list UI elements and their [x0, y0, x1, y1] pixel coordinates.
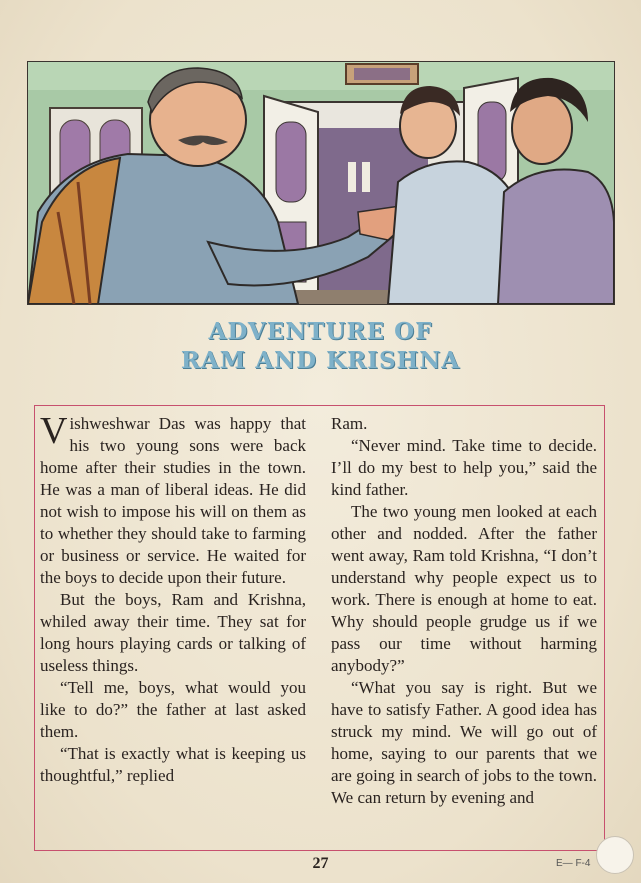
drop-cap: V: [40, 410, 68, 452]
paragraph: Ram.: [331, 414, 368, 433]
paragraph: Vishweshwar Das was happy that his two young sons were back home after their studies in the town. He was a man of liberal ideas. He did not wish to impose his will on them as to whether they should take to farming or business or service. He waited for the boys to decide upon their future.: [40, 410, 306, 587]
paragraph: But the boys, Ram and Krishna, whiled away their time. They sat for long hours playing cards or talking of useless things.: [40, 590, 306, 675]
paragraph: The two young men looked at each other and nodded. After the father went away, Ram told Krishna, “I don’t understand why people expect us to work. There is enough at home to eat. Why should people grudge us if we pass our time without harming anybody?”: [331, 502, 597, 675]
title-line-1: ADVENTURE OF: [208, 318, 433, 345]
page-number: 27: [312, 855, 329, 872]
text-column-left: [40, 410, 306, 787]
title-line-2: RAM AND KRISHNA: [180, 347, 461, 374]
paragraph: “Tell me, boys, what would you like to do?” the father at last asked them.: [40, 678, 306, 741]
story-title: [0, 318, 641, 376]
paragraph: “What you say is right. But we have to satisfy Father. A good idea has struck my mind. We will go out of home, saying to our parents that we are going in search of jobs to the town. We can return by evening and: [331, 678, 597, 807]
story-illustration: [27, 61, 615, 305]
paragraph: “Never mind. Take time to decide. I’ll do my best to help you,” said the kind father.: [331, 436, 597, 499]
paragraph: “That is exactly what is keeping us thoughtful,” replied: [40, 744, 306, 785]
story-text-frame: [34, 405, 605, 851]
watermark-stamp: [596, 836, 634, 874]
print-code: E— F-4: [556, 858, 591, 869]
text-column-right: [331, 413, 597, 809]
